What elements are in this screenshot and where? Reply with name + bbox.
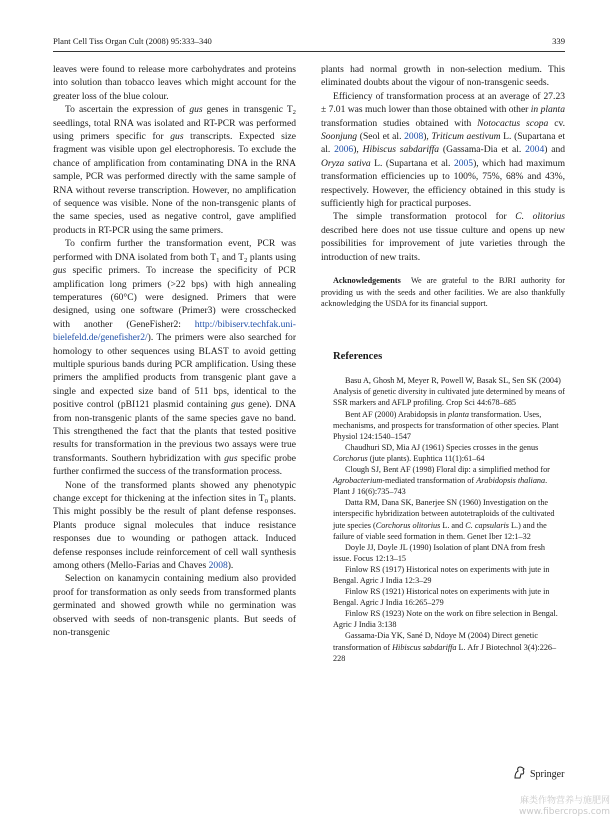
italic-term: C. capsularis [465, 520, 509, 530]
reference-list [321, 375, 565, 663]
cultivar-name: Soonjung [321, 131, 358, 143]
left-column [53, 63, 296, 639]
text: Gassama-Dia YK, Sané D, Ndoye M (2004) Direct genetic transformation of [333, 631, 538, 652]
publisher-mark [513, 766, 564, 782]
paragraph [321, 210, 565, 264]
text: Basu A, Ghosh M, Meyer R, Powell W, Basak SL, Sen SK (2004) Analysis of genetic diversity in cultivated jute determined by means of SSR markers and AFLP profiling. Crop Sci 44:678–685 [333, 376, 565, 408]
text: specific primers. To increase the specificity of PCR amplification long primers (>22 bps) with high annealing temperatures (60°C) were designed. Primers that were designed, using one software (Primer3) were crosschecked with another (GeneFisher2: [53, 265, 296, 330]
text: specific probe further confirmed the success of the transformation process. [53, 452, 296, 478]
springer-horse-icon [513, 766, 526, 782]
text: ), which had maximum transformation efficiencies up to 100%, 75%, 68% and 43%, respectively. However, the efficiency obtained in this study is sufficiently high for practical purposes. [321, 157, 565, 210]
citation-link[interactable]: 2008 [208, 560, 228, 572]
text: ). [227, 560, 234, 572]
text: plants. This might possibly be the result of plant defense responses. Plants produce signal molecules that induce resistance responses due to wounding or pathogen attack. Induced defense responses include reinforcement of cell wall synthesis among others (Mello-Farias and Chaves [53, 493, 296, 572]
text: To ascertain the expression of [65, 104, 190, 116]
text: Efficiency of transformation process at an average of 27.23 ± 7.01 was much lower than those obtained with other [321, 90, 565, 116]
text: L. Afr J Biotechnol 3(4):226–228 [333, 642, 557, 663]
text: None of the transformed plants showed any phenotypic change except for thickening at the infection sites in T [53, 479, 296, 504]
text: ), [423, 131, 432, 143]
reference-item [321, 542, 565, 564]
text: cv. [548, 117, 565, 129]
reference-item [321, 497, 565, 541]
spacer [321, 310, 565, 350]
species-name: Notocactus scopa [477, 117, 549, 129]
watermark-line: www.fibercrops.com [519, 807, 610, 817]
text: Selection on kanamycin containing medium also provided proof for transformation as only seeds from transformed plants germinated and showed growth while no germination was observed with seeds of non-transgenic plants. But seeds of non-transgenic [53, 573, 296, 639]
paragraph [53, 103, 296, 237]
text: gene). DNA from non-transgenic plants of the same species gave no band. This strengthened the fact that the plants that tested positive results for transformation in the previous two assays were true transformants. Southern hybridization with [53, 399, 296, 464]
text: . Plant J 16(6):735–743 [333, 476, 548, 497]
text: seedlings, total RNA was isolated and RT-PCR was performed using primers specific for [53, 117, 296, 143]
paragraph [53, 63, 296, 103]
reference-item [321, 564, 565, 586]
spacer [321, 363, 565, 375]
text: L. (Supartana et al. [321, 131, 566, 156]
text: L.) and the failure of viable seed formation in them. Genet Iber 12:1–32 [333, 520, 547, 541]
subscript: 0 [264, 498, 268, 505]
paragraph [53, 237, 296, 478]
gene-name: gus [189, 104, 203, 116]
text: ), [353, 144, 363, 156]
italic-term: Corchorus [333, 453, 368, 463]
text: genes in transgenic T [202, 104, 293, 116]
text: ). The primers were also searched for homology to other sequences using BLAST to avoid getting multiple spurious bands during PCR amplification. Using these primers the amplified products from transgenic plant gave a single and expected size band of 511 bps, identical to the positive control (pBI121 plasmid containing [53, 332, 296, 411]
text: transcripts. Expected size fragment was visible upon gel electrophoresis. To exclude the chance of amplification from contaminating DNA in the RNA sample, PCR was performed directly with the same sample of RNA without reverse transcription. However, no amplification of sequence was visible. None of the non-transgenic plants of the same species, used as negative control, gave amplified products in RT-PCR using the same primers. [53, 131, 296, 236]
text: Doyle JJ, Doyle JL (1990) Isolation of plant DNA from fresh issue. Focus 12:13–15 [333, 542, 546, 563]
paragraph [53, 572, 296, 639]
text: plants had normal growth in non-selection medium. This eliminated doubts about the vigour of non-transgenic seeds. [321, 64, 565, 89]
species-name: Triticum aestivum [431, 131, 501, 143]
text: described here does not use tissue culture and opens up new possibilities for improvement of jute varieties through the introduction of new traits. [321, 224, 565, 263]
acknowledgements [321, 275, 565, 310]
genefisher-link[interactable]: http://bibiserv.techfak.uni-bielefeld.de/genefisher2/ [53, 318, 296, 344]
gene-name: gus [53, 265, 67, 277]
paragraph [321, 90, 565, 211]
paragraph [53, 479, 296, 573]
species-name: Oryza sativa [321, 157, 371, 169]
reference-item [321, 464, 565, 497]
text: Finlow RS (1921) Historical notes on experiments with jute in Bengal. Agric J India 16:265–279 [333, 587, 550, 608]
references-heading: References [333, 350, 383, 362]
text: Clough SJ, Bent AF (1998) Floral dip: a simplified method for [345, 465, 550, 475]
ack-text: We are grateful to the BJRI authority for providing us with the seeds and other facilities. We are also thankfully acknowledging the USDA for its financial support. [321, 276, 565, 309]
italic-term: Arabidopsis thaliana [476, 476, 546, 486]
reference-item [321, 608, 565, 630]
citation-link[interactable]: 2008 [404, 131, 424, 143]
page-number: 339 [552, 36, 565, 46]
text: -mediated transformation of [382, 476, 477, 486]
subscript: 1 [216, 256, 220, 264]
text: Datta RM, Dana SK, Banerjee SN (1960) Investigation on the interspecific hybridization between autotetraploids of the cultivated jute species ( [333, 498, 555, 530]
running-header [53, 36, 565, 46]
italic-term: Corchorus olitorius [375, 520, 441, 530]
publisher-name: Springer [530, 768, 565, 780]
header-rule [53, 51, 565, 52]
subscript: 2 [292, 109, 296, 117]
text: transformation studies obtained with [321, 117, 478, 129]
text: Bent AF (2000) Arabidopsis in [345, 409, 449, 419]
text: The simple transformation protocol for [333, 211, 516, 223]
watermark [480, 796, 610, 818]
italic-term: Hibiscus sabdariffa [392, 642, 457, 652]
text: plants using [247, 251, 296, 263]
citation-link[interactable]: 2005 [453, 157, 474, 169]
text: Chaudhuri SD, Mia AJ (1961) Species crosses in the genus [345, 442, 539, 452]
subscript: 2 [244, 256, 248, 264]
watermark-line: 麻类作物营养与施肥网 [519, 796, 610, 806]
text: (jute plants). Euphtica 11(1):61–64 [367, 453, 485, 463]
text: L. and [440, 520, 466, 530]
text: (Gassama-Dia et al. [439, 144, 526, 156]
gene-name: gus [170, 131, 184, 143]
italic-term: planta [448, 409, 469, 419]
text: Finlow RS (1923) Note on the work on fibre selection in Bengal. Agric J India 3:138 [333, 609, 558, 630]
text: and T [219, 251, 245, 263]
text: ) and [544, 144, 565, 156]
reference-item [321, 375, 565, 408]
citation-link[interactable]: 2006 [334, 144, 354, 156]
gene-name: gus [224, 452, 238, 464]
reference-item [321, 586, 565, 608]
text: Finlow RS (1917) Historical notes on experiments with jute in Bengal. Agric J India 12:3–29 [333, 564, 550, 585]
ack-label: Acknowledgements [333, 276, 401, 286]
text: To confirm further the transformation event, PCR was performed with DNA isolated from both T [53, 238, 296, 263]
text: leaves were found to release more carbohydrates and proteins into solution than tobacco leaves which might account for the greater loss of the blue colour. [53, 64, 296, 102]
citation-link[interactable]: 2004 [525, 144, 545, 156]
reference-item [321, 409, 565, 442]
text: transformation. Uses, mechanisms, and prospects for transformation of other species. Plant Physiol 124:1540–1547 [333, 409, 559, 441]
right-column [321, 63, 565, 664]
species-name: C. olitorius [515, 211, 565, 223]
species-name: Hibiscus sabdariffa [362, 144, 440, 156]
paragraph [321, 63, 565, 90]
gene-name: gus [231, 399, 245, 411]
reference-item [321, 442, 565, 464]
italic-term: Agrobacterium [333, 476, 383, 486]
italic-term: in planta [530, 104, 565, 116]
reference-item [321, 630, 565, 663]
journal-citation: Plant Cell Tiss Organ Cult (2008) 95:333–340 [53, 36, 212, 46]
text: (Seol et al. [357, 131, 405, 143]
spacer [321, 264, 565, 275]
text: L. (Supartana et al. [370, 157, 454, 169]
